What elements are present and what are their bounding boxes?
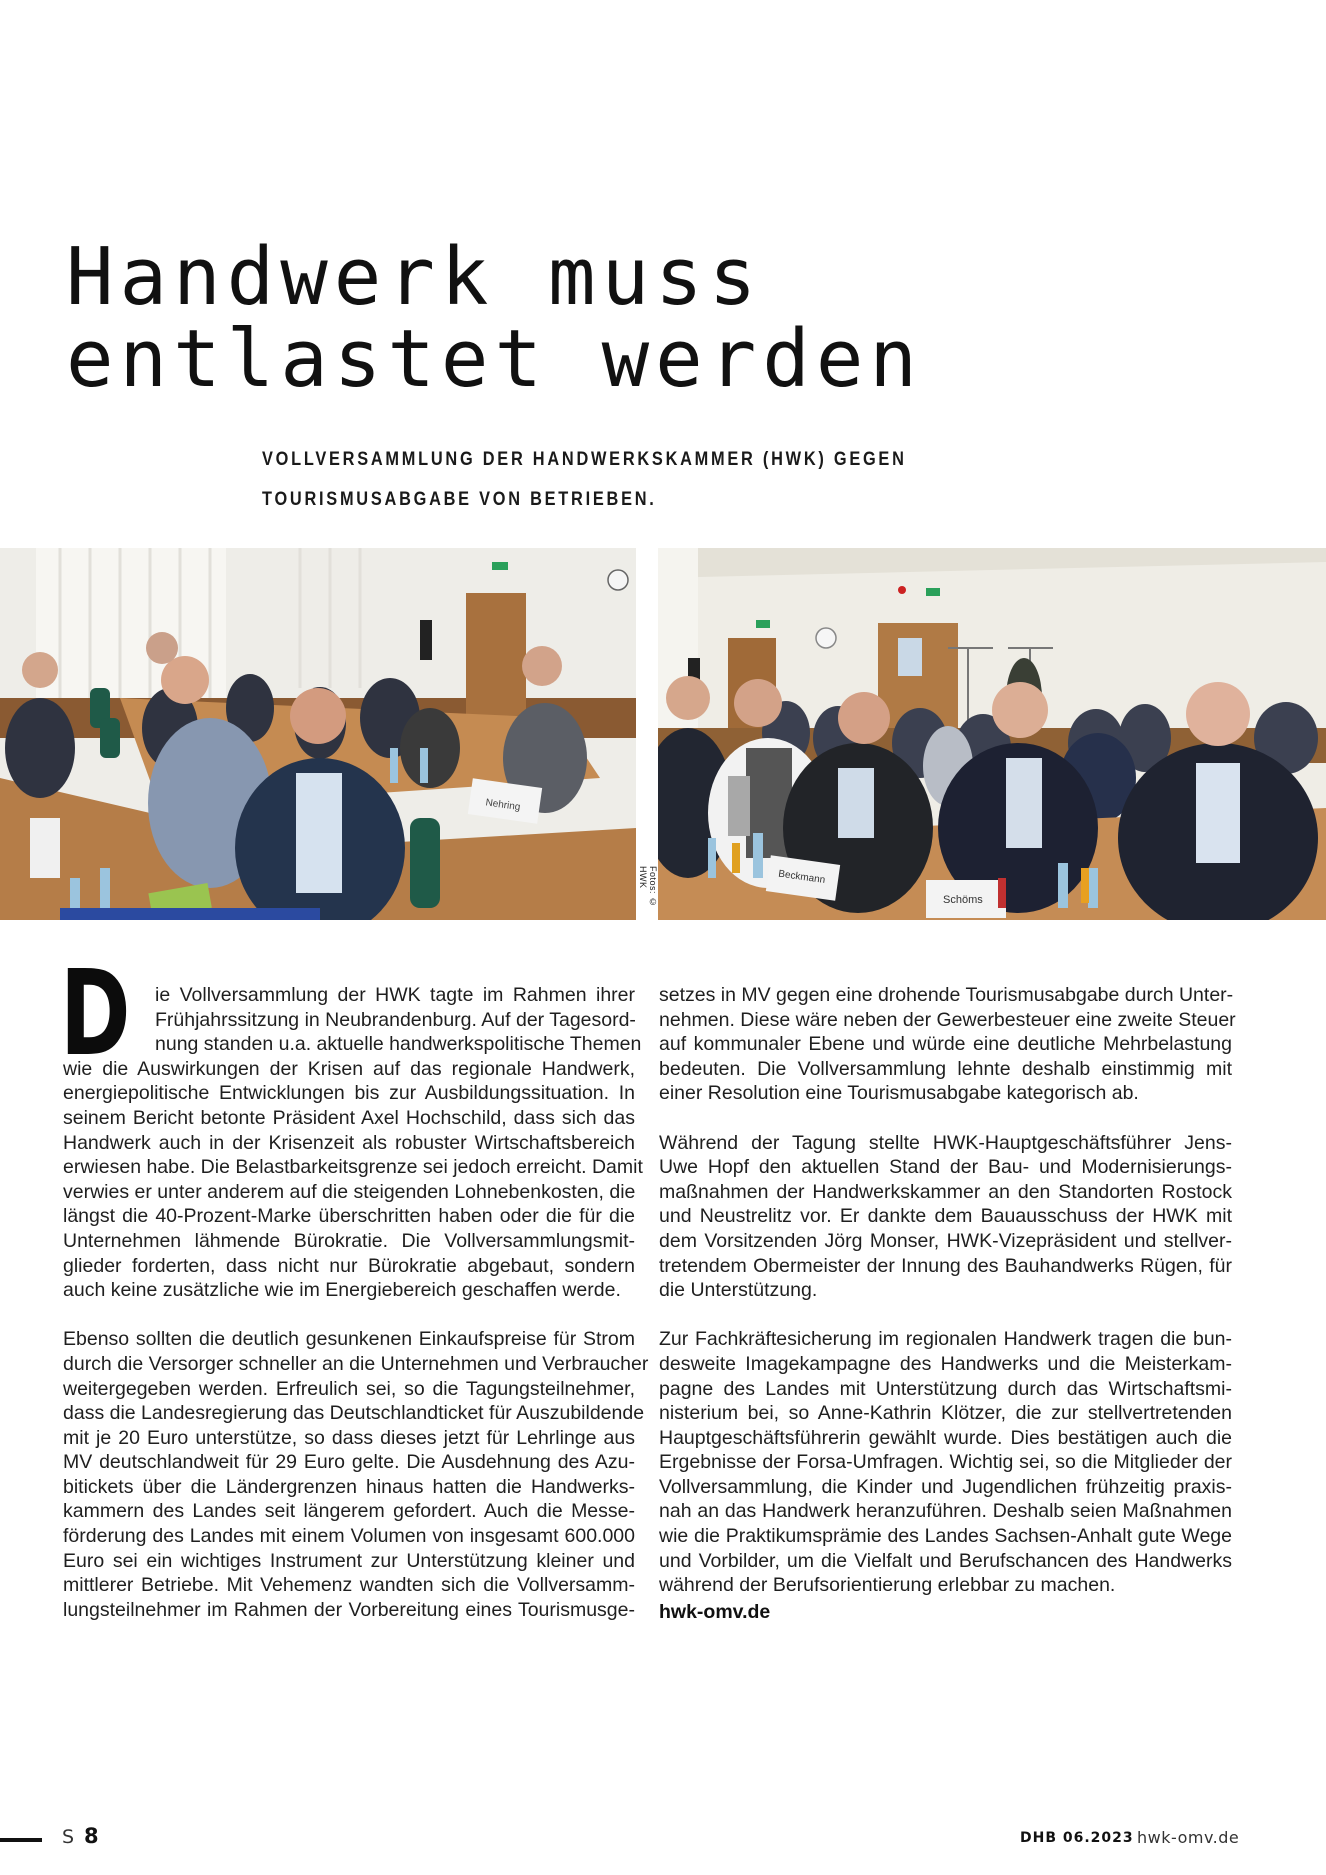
text-line: ie Vollversammlung der HWK tagte im Rahmen ihrer: [155, 984, 635, 1006]
name-card-nehring: Nehring: [484, 797, 522, 814]
text-line: dass die Landesregierung das Deutschlandticket für Auszubildende: [63, 1402, 645, 1425]
meeting-photo-left: [0, 548, 636, 920]
photo-right: [658, 548, 1326, 920]
text-line: bitickets über die Ländergrenzen hinaus hatten die Handwerks-: [63, 1475, 635, 1498]
text-line: Zur Fachkräftesicherung im regionalen Handwerk tragen die bun-: [659, 1328, 1232, 1351]
text-line: Frühjahrssitzung in Neubrandenburg. Auf der Tagesord-: [155, 1008, 636, 1031]
text-line: wie die Praktikumsprämie des Landes Sachsen-Anhalt gute Wege: [659, 1525, 1232, 1548]
text-line: Hauptgeschäftsführerin gewählt wurde. Dies bestätigen auch die: [659, 1426, 1232, 1449]
text-line: mittlerer Betriebe. Mit Vehemenz wandten sich die Vollversamm-: [63, 1574, 635, 1597]
text-line: lungsteilnehmer im Rahmen der Vorbereitung eines Tourismusge-: [63, 1598, 635, 1621]
text-line: Vollversammlung, die Kinder und Jugendlichen frühzeitig praxis-: [659, 1475, 1232, 1498]
headline-line-1: Handwerk muss: [66, 231, 763, 323]
text-line: energiepolitische Entwicklungen bis zur Ausbildungssituation. In: [63, 1082, 635, 1105]
text-line: die Unterstützung.: [659, 1279, 818, 1302]
paragraph-5: [659, 1327, 1232, 1598]
text-line: Handwerk auch in der Krisenzeit als robuster Wirtschaftsbereich: [63, 1131, 635, 1154]
photo-left: [0, 548, 636, 920]
text-line: einer Resolution eine Tourismusabgabe kategorisch ab.: [659, 1082, 1139, 1105]
paragraph-2: [63, 1327, 649, 1622]
paragraph-1: [63, 983, 643, 1303]
page-prefix: S: [62, 1826, 75, 1848]
paragraph-gap: [63, 1303, 635, 1328]
text-line: setzes in MV gegen eine drohende Tourismusabgabe durch Unter-: [659, 984, 1234, 1006]
article-subhead: [262, 440, 907, 520]
paragraph-gap: [659, 1106, 1232, 1131]
text-line: maßnahmen der Handwerkskammer an den Standorten Rostock: [659, 1180, 1232, 1203]
article-column-left: [63, 983, 649, 1622]
text-line: während der Berufsorientierung erlebbar zu machen.: [659, 1574, 1116, 1597]
source-link[interactable]: hwk-omv.de: [659, 1600, 771, 1623]
text-line: Euro sei ein wichtiges Instrument zur Unterstützung kleiner und: [63, 1549, 635, 1572]
article-headline: [66, 231, 923, 405]
article-column-right: [659, 983, 1236, 1624]
text-line: Uwe Hopf den aktuellen Stand der Bau- und Modernisierungs-: [659, 1156, 1232, 1179]
meeting-photo-right: [658, 548, 1326, 920]
text-line: nung standen u.a. aktuelle handwerkspolitische Themen: [155, 1033, 642, 1056]
text-line: wie die Auswirkungen der Krisen auf das regionale Handwerk,: [63, 1057, 635, 1080]
text-line: nehmen. Diese wäre neben der Gewerbesteuer eine zweite Steuer: [659, 1008, 1236, 1031]
text-line: und Neustrelitz vor. Er dankte dem Bauausschuss der HWK mit: [659, 1205, 1232, 1228]
text-line: Während der Tagung stellte HWK-Hauptgeschäftsführer Jens-: [659, 1131, 1232, 1154]
text-line: glieder forderten, dass nicht nur Bürokratie abgebaut, sondern: [63, 1254, 635, 1277]
text-line: mit je 20 Euro unterstütze, so dass dieses jetzt für Lehrlinge aus: [63, 1426, 635, 1449]
text-line: bedeuten. Die Vollversammlung lehnte deshalb einstimmig mit: [659, 1057, 1232, 1080]
footer-rule: [0, 1838, 42, 1842]
text-line: auf kommunaler Ebene und würde eine deutliche Mehrbelastung: [659, 1033, 1232, 1056]
text-line: pagne des Landes mit Unterstützung durch das Wirtschaftsmi-: [659, 1377, 1232, 1400]
text-line: nisterium bei, so Anne-Kathrin Klötzer, die zur stellvertretenden: [659, 1402, 1232, 1425]
issue-label: DHB 06.2023: [1020, 1830, 1134, 1846]
text-line: nah an das Handwerk heranzuführen. Deshalb seien Maßnahmen: [659, 1500, 1232, 1523]
page-footer: [0, 1820, 1326, 1860]
footer-site-link[interactable]: hwk-omv.de: [1137, 1828, 1240, 1847]
paragraph-4: [659, 1131, 1232, 1303]
text-line: förderung des Landes mit einem Volumen von insgesamt 600.000: [63, 1525, 635, 1548]
name-card-schoems: Schöms: [943, 894, 983, 906]
photo-credit: Fotos: © HWK: [638, 866, 658, 908]
text-line: dem Vorsitzenden Jörg Monser, HWK-Vizepräsident und stellver-: [659, 1229, 1232, 1252]
text-line: längst die 40-Prozent-Marke überschritten haben oder die für die: [63, 1205, 635, 1228]
subhead-line-1: VOLLVERSAMMLUNG DER HANDWERKSKAMMER (HWK) GEGEN: [262, 449, 907, 470]
paragraph-3: [659, 983, 1236, 1106]
text-line: kammern des Landes seit längerem gefordert. Auch die Messe-: [63, 1500, 635, 1523]
text-line: Ebenso sollten die deutlich gesunkenen Einkaufspreise für Strom: [63, 1328, 635, 1351]
text-line: erwiesen habe. Die Belastbarkeitsgrenze sei jedoch erreicht. Damit: [63, 1156, 643, 1179]
text-line: Unternehmen lähmende Bürokratie. Die Vollversammlungsmit-: [63, 1229, 635, 1252]
headline-line-2: entlastet werden: [66, 313, 923, 405]
subhead-line-2: TOURISMUSABGABE VON BETRIEBEN.: [262, 489, 657, 510]
drop-cap: D: [60, 944, 131, 1082]
text-line: Ergebnisse der Forsa-Umfragen. Wichtig sei, so die Mitglieder der: [659, 1451, 1232, 1474]
text-line: MV deutschlandweit für 29 Euro gelte. Die Ausdehnung des Azu-: [63, 1451, 635, 1474]
name-card-beckmann: Beckmann: [777, 868, 826, 887]
text-line: durch die Versorger schneller an die Unternehmen und Verbraucher: [63, 1352, 649, 1375]
text-line: weitergegeben werden. Erfreulich sei, so die Tagungsteilnehmer,: [63, 1377, 635, 1400]
paragraph-gap: [659, 1303, 1232, 1328]
text-line: seinem Bericht betonte Präsident Axel Hochschild, dass sich das: [63, 1106, 635, 1129]
text-line: und Vorbilder, um die Vielfalt und Berufschancen des Handwerks: [659, 1549, 1232, 1572]
text-line: auch keine zusätzliche wie im Energiebereich geschaffen werde.: [63, 1279, 621, 1302]
text-line: verwies er unter anderem auf die steigenden Lohnebenkosten, die: [63, 1180, 636, 1203]
text-line: tretendem Obermeister der Innung des Bauhandwerks Rügen, für: [659, 1254, 1232, 1277]
page-number: 8: [84, 1824, 99, 1848]
text-line: desweite Imagekampagne des Handwerks und die Meisterkam-: [659, 1352, 1232, 1375]
